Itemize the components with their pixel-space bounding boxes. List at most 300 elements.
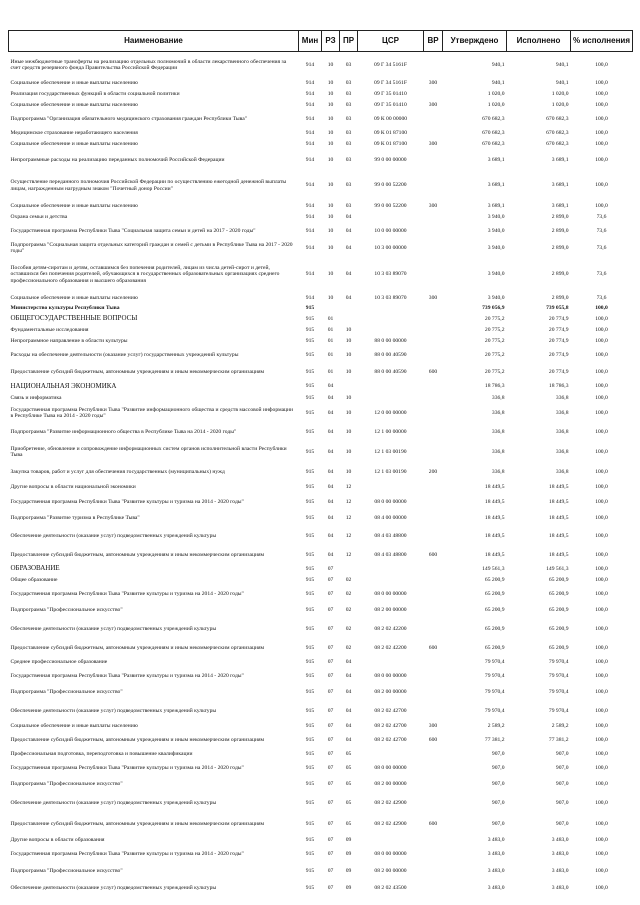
cell-approved: 1 020,0 — [487, 101, 505, 108]
cell-rz: 07 — [327, 750, 334, 757]
cell-pr: 12 — [345, 514, 352, 521]
header-executed: Исполнено — [507, 31, 571, 52]
cell-executed: 3 689,1 — [551, 182, 569, 189]
cell-vr — [424, 482, 443, 494]
cell-vr — [424, 151, 443, 171]
table-row — [9, 547, 633, 564]
cell-percent: 73,6 — [596, 213, 607, 220]
cell-vr — [424, 603, 443, 619]
cell-executed: 149 561,3 — [546, 565, 569, 572]
cell-rz: 01 — [327, 315, 334, 322]
cell-vr: 600 — [428, 368, 438, 375]
cell-min: 915 — [305, 750, 315, 757]
cell-percent: 100,0 — [595, 448, 608, 455]
cell-min: 915 — [305, 590, 315, 597]
cell-min: 915 — [305, 484, 315, 491]
cell-vr — [424, 760, 443, 777]
cell-pr: 04 — [345, 294, 352, 301]
cell-executed: 2 899,0 — [551, 271, 569, 278]
cell-pr: 04 — [345, 658, 352, 665]
cell-name: ОБЩЕГОСУДАРСТВЕННЫЕ ВОПРОСЫ — [10, 314, 138, 323]
header-percent: % исполнения — [571, 31, 633, 52]
cell-rz: 07 — [327, 884, 334, 891]
table-row — [9, 657, 633, 668]
cell-approved: 3 483,0 — [487, 867, 505, 874]
cell-pr: 03 — [345, 141, 352, 148]
cell-approved: 3 689,1 — [487, 202, 505, 209]
cell-vr — [424, 835, 443, 846]
table-row — [9, 760, 633, 777]
cell-rz: 01 — [327, 337, 334, 344]
cell-executed: 65 200,9 — [548, 607, 569, 614]
cell-rz: 04 — [327, 498, 334, 505]
cell-name: Государственная программа Республики Тыва "Развитие культуры и туризма на 2014 - 2020 годы" — [10, 764, 244, 771]
cell-rz: 10 — [327, 202, 334, 209]
cell-min: 915 — [305, 368, 315, 375]
cell-vr — [424, 52, 443, 78]
table-row — [9, 223, 633, 240]
cell-executed: 907,0 — [555, 820, 569, 827]
cell-csr: 99 0 00 52200 — [374, 202, 407, 209]
table-row — [9, 325, 633, 336]
cell-executed: 907,0 — [555, 764, 569, 771]
cell-approved: 65 200,9 — [484, 625, 505, 632]
cell-name: Подпрограмма "Профессиональное искусство" — [10, 781, 123, 788]
cell-min: 915 — [305, 468, 315, 475]
cell-pr: 03 — [345, 115, 352, 122]
cell-percent: 100,0 — [595, 337, 608, 344]
cell-executed: 336,8 — [555, 468, 569, 475]
cell-executed: 739 055,8 — [546, 305, 569, 312]
cell-approved: 18 449,5 — [484, 498, 505, 505]
cell-rz: 07 — [327, 723, 334, 730]
cell-executed: 3 483,0 — [551, 867, 569, 874]
cell-approved: 336,8 — [491, 448, 505, 455]
cell-approved: 3 483,0 — [487, 850, 505, 857]
cell-approved: 670 682,3 — [482, 129, 505, 136]
cell-name: Пособия детям-сиротам и детям, оставшимся без попечения родителей, лицам из числа детей-сирот и детей, оставшихся без попечения родителей, обучающихся в государственных образовательных организациях среднего профессионального образования и высшего образования — [10, 265, 280, 284]
cell-name: Подпрограмма "Социальная защита отдельных категорий граждан и семей с детьми в Республике Тыва на 2017 - 2020 годы" — [10, 241, 293, 254]
cell-csr: 08 0 00 00000 — [374, 764, 407, 771]
cell-percent: 100,0 — [595, 428, 608, 435]
cell-name: Подпрограмма "Профессиональное искусство" — [10, 867, 123, 874]
cell-percent: 100,0 — [595, 182, 608, 189]
cell-executed: 79 970,4 — [548, 672, 569, 679]
cell-min: 915 — [305, 689, 315, 696]
cell-name: Социальное обеспечение и иные выплаты населению — [10, 141, 138, 148]
cell-csr — [358, 575, 424, 586]
cell-pr: 10 — [345, 326, 352, 333]
cell-percent: 100,0 — [595, 368, 608, 375]
table-row — [9, 732, 633, 749]
table-row — [9, 293, 633, 304]
table-row — [9, 511, 633, 526]
table-row — [9, 846, 633, 863]
cell-name: Предоставление субсидий бюджетным, автономным учреждениям и иным некоммерческим организациям — [10, 551, 265, 558]
cell-percent: 73,6 — [596, 244, 607, 251]
cell-pr: 04 — [345, 227, 352, 234]
cell-csr: 88 0 00 40590 — [374, 368, 407, 375]
cell-name: Охрана семьи и детства — [10, 213, 68, 220]
cell-min: 915 — [305, 498, 315, 505]
header-row — [9, 31, 633, 52]
cell-vr: 600 — [428, 644, 438, 651]
cell-approved: 79 970,4 — [484, 672, 505, 679]
budget-execution-table — [8, 30, 633, 897]
cell-vr — [424, 685, 443, 701]
cell-percent: 100,0 — [595, 61, 608, 68]
cell-csr: 08 2 00 00000 — [374, 781, 407, 788]
table-row — [9, 442, 633, 463]
cell-approved: 907,0 — [491, 781, 505, 788]
cell-percent: 100,0 — [595, 672, 608, 679]
cell-csr: 08 2 02 42700 — [374, 736, 407, 743]
cell-rz: 04 — [327, 448, 334, 455]
cell-csr: 10 3 03 89070 — [374, 294, 407, 301]
cell-name: Подпрограмма "Организация обязательного медицинского страхования граждан Республики Тыва" — [10, 115, 248, 122]
cell-approved: 670 682,3 — [482, 115, 505, 122]
cell-pr — [340, 304, 358, 314]
table-row — [9, 814, 633, 835]
cell-rz: 07 — [327, 625, 334, 632]
cell-min: 914 — [305, 213, 315, 220]
cell-min: 915 — [305, 514, 315, 521]
cell-rz: 04 — [327, 532, 334, 539]
table-row — [9, 668, 633, 685]
cell-vr — [424, 404, 443, 423]
cell-min: 914 — [305, 202, 315, 209]
cell-pr: 05 — [345, 781, 352, 788]
cell-csr — [358, 749, 424, 760]
cell-percent: 100,0 — [595, 157, 608, 164]
table-row — [9, 603, 633, 619]
cell-name: Социальное обеспечение и иные выплаты населению — [10, 79, 138, 86]
cell-min: 914 — [305, 90, 315, 97]
cell-rz: 07 — [327, 644, 334, 651]
table-header — [9, 31, 633, 52]
cell-min: 915 — [305, 532, 315, 539]
cell-csr — [358, 393, 424, 404]
cell-approved: 77 381,2 — [484, 736, 505, 743]
header-min: Мин — [299, 31, 322, 52]
cell-rz: 10 — [327, 141, 334, 148]
cell-rz: 07 — [327, 836, 334, 843]
cell-approved: 940,1 — [491, 79, 505, 86]
cell-min: 914 — [305, 182, 315, 189]
cell-approved: 940,1 — [491, 61, 505, 68]
cell-rz: 07 — [327, 781, 334, 788]
cell-rz: 07 — [327, 799, 334, 806]
cell-pr: 10 — [345, 409, 352, 416]
cell-approved: 18 449,5 — [484, 551, 505, 558]
cell-csr: 12 1 03 00190 — [374, 448, 407, 455]
cell-percent: 100,0 — [595, 644, 608, 651]
cell-name: Приобретение, обновление и сопровождение информационных систем органов исполнительной власти Республики Тыва — [10, 445, 287, 458]
cell-percent: 100,0 — [595, 514, 608, 521]
cell-percent: 100,0 — [595, 707, 608, 714]
cell-name: Министерство культуры Республики Тыва — [10, 305, 120, 312]
cell-executed: 79 970,4 — [548, 658, 569, 665]
cell-rz: 10 — [327, 244, 334, 251]
cell-rz: 10 — [327, 115, 334, 122]
cell-min: 914 — [305, 157, 315, 164]
cell-executed: 336,8 — [555, 409, 569, 416]
cell-name: Обеспечение деятельности (оказание услуг) подведомственных учреждений культуры — [10, 707, 217, 714]
cell-executed: 336,8 — [555, 448, 569, 455]
cell-name: Государственная программа Республики Тыва "Развитие культуры и туризма на 2014 - 2020 годы" — [10, 672, 244, 679]
cell-name: Социальное обеспечение и иные выплаты населению — [10, 723, 138, 730]
cell-min: 915 — [305, 326, 315, 333]
cell-approved: 20 775,2 — [484, 368, 505, 375]
cell-executed: 65 200,9 — [548, 625, 569, 632]
cell-percent: 100,0 — [595, 736, 608, 743]
cell-rz: 10 — [327, 129, 334, 136]
cell-approved: 3 689,1 — [487, 157, 505, 164]
cell-executed: 20 774,9 — [548, 337, 569, 344]
cell-pr: 05 — [345, 799, 352, 806]
cell-approved: 3 689,1 — [487, 182, 505, 189]
cell-percent: 100,0 — [595, 658, 608, 665]
cell-rz: 10 — [327, 157, 334, 164]
cell-executed: 65 200,9 — [548, 590, 569, 597]
cell-vr: 300 — [428, 723, 438, 730]
table-row — [9, 404, 633, 423]
cell-vr — [424, 619, 443, 640]
cell-rz: 04 — [327, 468, 334, 475]
cell-executed: 2 899,0 — [551, 227, 569, 234]
cell-vr — [424, 575, 443, 586]
cell-pr: 09 — [345, 884, 352, 891]
cell-csr — [358, 657, 424, 668]
header-rz: РЗ — [322, 31, 340, 52]
cell-min: 915 — [305, 781, 315, 788]
cell-name: Подпрограмма "Развитие информационного общества в Республике Тыва на 2014 - 2020 годы" — [10, 428, 237, 435]
cell-percent: 100,0 — [595, 115, 608, 122]
cell-executed: 79 970,4 — [548, 707, 569, 714]
cell-name: Другие вопросы в области национальной экономики — [10, 484, 136, 491]
cell-vr: 600 — [428, 551, 438, 558]
cell-vr — [424, 777, 443, 793]
cell-vr — [424, 880, 443, 897]
cell-executed: 336,8 — [555, 394, 569, 401]
cell-min: 915 — [305, 337, 315, 344]
cell-min: 915 — [305, 351, 315, 358]
cell-name: Подпрограмма "Развитие туризма в Республике Тыва" — [10, 514, 140, 521]
cell-csr: 09 Г 34 5161F — [374, 79, 407, 86]
cell-approved: 65 200,9 — [484, 607, 505, 614]
cell-approved: 3 940,0 — [487, 244, 505, 251]
cell-vr — [424, 314, 443, 325]
cell-vr — [424, 423, 443, 442]
cell-rz: 04 — [327, 484, 334, 491]
cell-csr: 08 2 02 43500 — [374, 884, 407, 891]
cell-pr: 02 — [345, 607, 352, 614]
cell-percent: 100,0 — [595, 498, 608, 505]
cell-name: Государственная программа Республики Тыва "Развитие культуры и туризма на 2014 - 2020 годы" — [10, 498, 244, 505]
table-row — [9, 494, 633, 511]
cell-percent: 100,0 — [595, 764, 608, 771]
cell-csr: 08 2 02 42900 — [374, 799, 407, 806]
cell-csr: 10 0 00 00000 — [374, 227, 407, 234]
cell-name: Закупка товаров, работ и услуг для обеспечения государственных (муниципальных) нужд — [10, 468, 225, 475]
cell-rz: 01 — [327, 368, 334, 375]
table-row — [9, 151, 633, 171]
cell-vr: 300 — [428, 141, 438, 148]
table-row — [9, 347, 633, 364]
header-csr: ЦСР — [358, 31, 424, 52]
cell-min: 915 — [305, 736, 315, 743]
cell-vr — [424, 212, 443, 223]
table-row — [9, 314, 633, 325]
cell-name: Обеспечение деятельности (оказание услуг) подведомственных учреждений культуры — [10, 532, 217, 539]
cell-min: 915 — [305, 565, 315, 572]
cell-csr: 08 4 03 48800 — [374, 551, 407, 558]
cell-pr: 04 — [345, 689, 352, 696]
cell-pr: 04 — [345, 672, 352, 679]
cell-name: Государственная программа Республики Тыва "Развитие культуры и туризма на 2014 - 2020 годы" — [10, 850, 244, 857]
cell-pr: 12 — [345, 498, 352, 505]
cell-name: Связь и информатика — [10, 394, 62, 401]
cell-pr: 10 — [345, 394, 352, 401]
cell-approved: 3 940,0 — [487, 294, 505, 301]
table-row — [9, 257, 633, 293]
cell-min: 914 — [305, 141, 315, 148]
cell-name: Государственная программа Республики Тыва "Развитие культуры и туризма на 2014 - 2020 годы" — [10, 590, 244, 597]
cell-name: Среднее профессиональное образование — [10, 658, 108, 665]
cell-name: Социальное обеспечение и иные выплаты населению — [10, 202, 138, 209]
table-row — [9, 835, 633, 846]
table-body — [9, 52, 633, 897]
cell-pr: 03 — [345, 182, 352, 189]
cell-csr: 08 0 00 00000 — [374, 498, 407, 505]
cell-pr: 04 — [345, 736, 352, 743]
cell-csr: 08 2 02 42900 — [374, 820, 407, 827]
cell-approved: 18 449,5 — [484, 532, 505, 539]
cell-approved: 907,0 — [491, 764, 505, 771]
table-row — [9, 685, 633, 701]
cell-approved: 65 200,9 — [484, 576, 505, 583]
cell-name: Государственная программа Республики Тыва "Социальная защита семьи и детей на 2017 - 2020 годы" — [10, 227, 256, 234]
cell-executed: 670 682,3 — [546, 115, 569, 122]
cell-pr: 05 — [345, 820, 352, 827]
table-row — [9, 701, 633, 722]
cell-csr: 09 Г 35 01410 — [374, 101, 407, 108]
cell-pr — [340, 314, 358, 325]
cell-min: 915 — [305, 607, 315, 614]
cell-rz: 10 — [327, 271, 334, 278]
cell-min: 915 — [305, 672, 315, 679]
cell-min: 915 — [305, 428, 315, 435]
cell-pr: 09 — [345, 836, 352, 843]
table-row — [9, 749, 633, 760]
cell-vr — [424, 111, 443, 128]
cell-percent: 100,0 — [595, 326, 608, 333]
cell-approved: 3 483,0 — [487, 836, 505, 843]
cell-min: 915 — [305, 850, 315, 857]
cell-approved: 336,8 — [491, 409, 505, 416]
cell-name: Подпрограмма "Профессиональное искусство" — [10, 689, 123, 696]
cell-pr: 05 — [345, 750, 352, 757]
table-row — [9, 564, 633, 575]
cell-rz: 04 — [327, 394, 334, 401]
cell-percent: 100,0 — [595, 820, 608, 827]
cell-vr — [424, 393, 443, 404]
cell-rz: 10 — [327, 227, 334, 234]
cell-vr — [424, 668, 443, 685]
cell-percent: 100,0 — [595, 532, 608, 539]
cell-csr: 99 0 00 00000 — [374, 157, 407, 164]
cell-csr: 09 К 01 87100 — [373, 129, 408, 136]
cell-approved: 336,8 — [491, 468, 505, 475]
table-row — [9, 212, 633, 223]
cell-rz: 10 — [327, 213, 334, 220]
table-row — [9, 100, 633, 111]
cell-executed: 20 774,9 — [548, 368, 569, 375]
cell-csr: 88 0 00 00000 — [374, 337, 407, 344]
cell-min: 915 — [305, 644, 315, 651]
cell-percent: 100,0 — [595, 850, 608, 857]
cell-executed: 3 483,0 — [551, 884, 569, 891]
cell-pr: 09 — [345, 850, 352, 857]
cell-csr: 08 2 00 00000 — [374, 607, 407, 614]
cell-rz: 01 — [327, 351, 334, 358]
cell-executed: 65 200,9 — [548, 644, 569, 651]
cell-csr: 10 3 03 89070 — [374, 271, 407, 278]
cell-min: 914 — [305, 271, 315, 278]
cell-min: 915 — [305, 820, 315, 827]
cell-executed: 907,0 — [555, 750, 569, 757]
cell-vr: 600 — [428, 736, 438, 743]
cell-pr: 04 — [345, 213, 352, 220]
cell-csr: 08 0 00 00000 — [374, 850, 407, 857]
cell-percent: 100,0 — [595, 750, 608, 757]
cell-pr: 02 — [345, 644, 352, 651]
cell-pr: 12 — [345, 532, 352, 539]
cell-rz: 10 — [327, 294, 334, 301]
cell-csr — [358, 381, 424, 393]
cell-percent: 100,0 — [595, 129, 608, 136]
table-row — [9, 78, 633, 89]
cell-percent: 73,6 — [596, 271, 607, 278]
cell-csr — [358, 212, 424, 223]
header-pr: ПР — [340, 31, 358, 52]
cell-percent: 100,0 — [595, 836, 608, 843]
cell-approved: 670 682,3 — [482, 141, 505, 148]
cell-percent: 100,0 — [595, 625, 608, 632]
cell-csr — [358, 314, 424, 325]
cell-executed: 907,0 — [555, 781, 569, 788]
cell-executed: 2 899,0 — [551, 213, 569, 220]
cell-approved: 907,0 — [491, 799, 505, 806]
cell-executed: 3 483,0 — [551, 836, 569, 843]
cell-pr: 03 — [345, 79, 352, 86]
cell-approved: 20 775,2 — [484, 326, 505, 333]
table-row — [9, 336, 633, 347]
cell-rz: 04 — [327, 383, 334, 390]
cell-vr — [424, 846, 443, 863]
table-row — [9, 139, 633, 151]
cell-csr: 12 1 03 00190 — [374, 468, 407, 475]
cell-vr: 200 — [428, 468, 438, 475]
cell-name: Общее образование — [10, 576, 58, 583]
cell-executed: 20 774,9 — [548, 315, 569, 322]
cell-csr: 12 1 00 00000 — [374, 428, 407, 435]
table-row — [9, 880, 633, 897]
cell-pr: 03 — [345, 157, 352, 164]
table-row — [9, 52, 633, 78]
cell-rz: 04 — [327, 551, 334, 558]
cell-min: 915 — [305, 315, 315, 322]
